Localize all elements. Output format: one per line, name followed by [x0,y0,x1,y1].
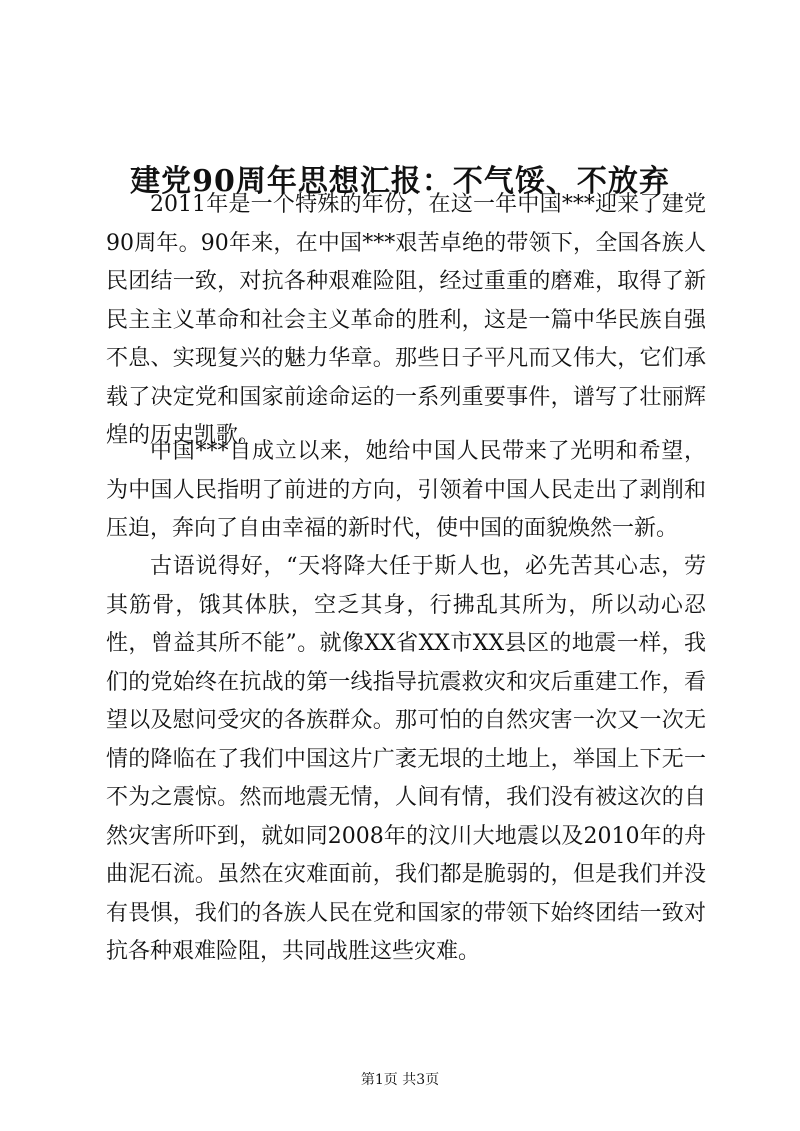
document-title: 建党90周年思想汇报：不气馁、不放弃 [130,164,670,200]
page-number-footer: 第1页 共3页 [360,1072,440,1088]
paragraph-1: 2011年是一个特殊的年份，在这一年中国***迎来了建党90周年。90年来，在中国***艰苦卓绝的带领下，全国各族人民团结一致，对抗各种艰难险阻，经过重重的磨难，取得了新民主主义革命和社会主义革命的胜利，这是一篇中华民族自强不息、实现复兴的魅力华章。那些日子平凡而又伟大，它们承载了决定党和国家前途命运的一系列重要事件，谱写了壮丽辉煌的历史凯歌。 [106,192,706,448]
paragraph-3: 古语说得好，“天将降大任于斯人也，必先苦其心志，劳其筋骨，饿其体肤，空乏其身，行拂乱其所为，所以动心忍性，曾益其所不能”。就像XX省XX市XX县区的地震一样，我们的党始终在抗战的第一线指导抗震救灾和灾后重建工作，看望以及慰问受灾的各族群众。那可怕的自然灾害一次又一次无情的降临在了我们中国这片广袤无垠的土地上，举国上下无一不为之震惊。然而地震无情，人间有情，我们没有被这次的自然灾害所吓到，就如同2008年的汶川大地震以及2010年的舟曲泥石流。虽然在灾难面前，我们都是脆弱的，但是我们并没有畏惧，我们的各族人民在党和国家的带领下始终团结一致对抗各种艰难险阻，共同战胜这些灾难。 [106,554,706,964]
paragraph-2: 中国***自成立以来，她给中国人民带来了光明和希望，为中国人民指明了前进的方向，引领着中国人民走出了剥削和压迫，奔向了自由幸福的新时代，使中国的面貌焕然一新。 [106,439,706,541]
